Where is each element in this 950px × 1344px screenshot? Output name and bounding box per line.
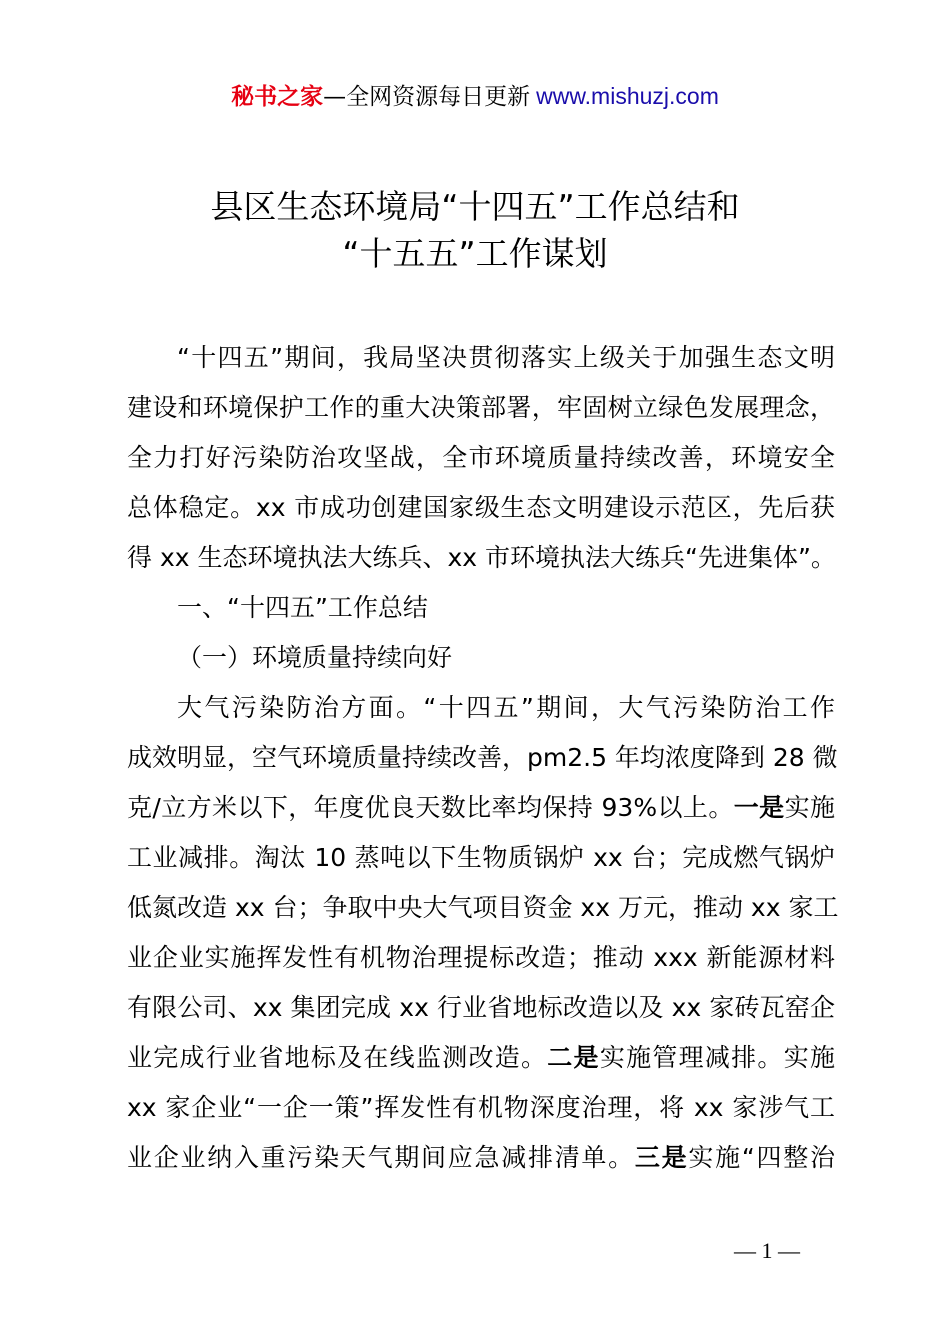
document-title (0, 183, 950, 277)
paragraph-intro (127, 333, 835, 583)
text-line: 建设和环境保护工作的重大决策部署，牢固树立绿色发展理念， (127, 393, 835, 422)
title-line-1: 县区生态环境局“十四五”工作总结和 (210, 187, 740, 226)
paragraph-air-pollution (127, 683, 839, 1183)
text-span: 业完成行业省地标及在线监测改造。 (127, 1043, 548, 1072)
text-line (127, 783, 835, 833)
site-header (0, 80, 950, 113)
title-line-2: “十五五”工作谋划 (342, 234, 608, 273)
text-line: 有限公司、xx 集团完成 xx 行业省地标改造以及 xx 家砖瓦窑企 (127, 993, 835, 1022)
text-span: 实施 (784, 793, 835, 822)
text-line: 低氮改造 xx 台；争取中央大气项目资金 xx 万元，推动 xx 家工 (127, 893, 839, 922)
text-line: 业企业实施挥发性有机物治理提标改造；推动 xxx 新能源材料 (127, 943, 835, 972)
text-line: 大气污染防治方面。“十四五”期间，大气污染防治工作 (177, 693, 835, 722)
text-line (127, 1033, 835, 1083)
page-number: — 1 — (734, 1238, 800, 1263)
text-span: 克/立方米以下，年度优良天数比率均保持 93%以上。 (127, 793, 734, 822)
text-line: xx 家企业“一企一策”挥发性有机物深度治理，将 xx 家涉气工 (127, 1093, 835, 1122)
text-line (127, 1133, 835, 1183)
site-url-link[interactable]: www.mishuzj.com (536, 83, 719, 109)
document-body (127, 333, 839, 1183)
text-span: 实施“四整治 (688, 1143, 835, 1172)
brand-name: 秘书之家 (231, 84, 324, 110)
text-line: 总体稳定。xx 市成功创建国家级生态文明建设示范区，先后获 (127, 493, 835, 522)
text-line: “十四五”期间，我局坚决贯彻落实上级关于加强生态文明 (177, 343, 835, 372)
text-span: 实施管理减排。实施 (599, 1043, 835, 1072)
text-line: 得 xx 生态环境执法大练兵、xx 市环境执法大练兵“先进集体”。 (127, 543, 836, 572)
emphasis-label: 一是 (733, 793, 785, 822)
text-span: 业企业纳入重污染天气期间应急减排清单。 (127, 1143, 635, 1172)
section-heading: 一、“十四五”工作总结 (177, 593, 428, 622)
subsection-heading: （一）环境质量持续向好 (177, 643, 453, 672)
text-line: 全力打好污染防治攻坚战，全市环境质量持续改善，环境安全 (127, 443, 835, 472)
emphasis-label: 三是 (634, 1143, 689, 1172)
text-line: 成效明显，空气环境质量持续改善，pm2.5 年均浓度降到 28 微 (127, 743, 838, 772)
header-slogan: —全网资源每日更新 (323, 84, 531, 110)
emphasis-label: 二是 (547, 1043, 600, 1072)
text-line: 工业减排。淘汰 10 蒸吨以下生物质锅炉 xx 台；完成燃气锅炉 (127, 843, 835, 872)
